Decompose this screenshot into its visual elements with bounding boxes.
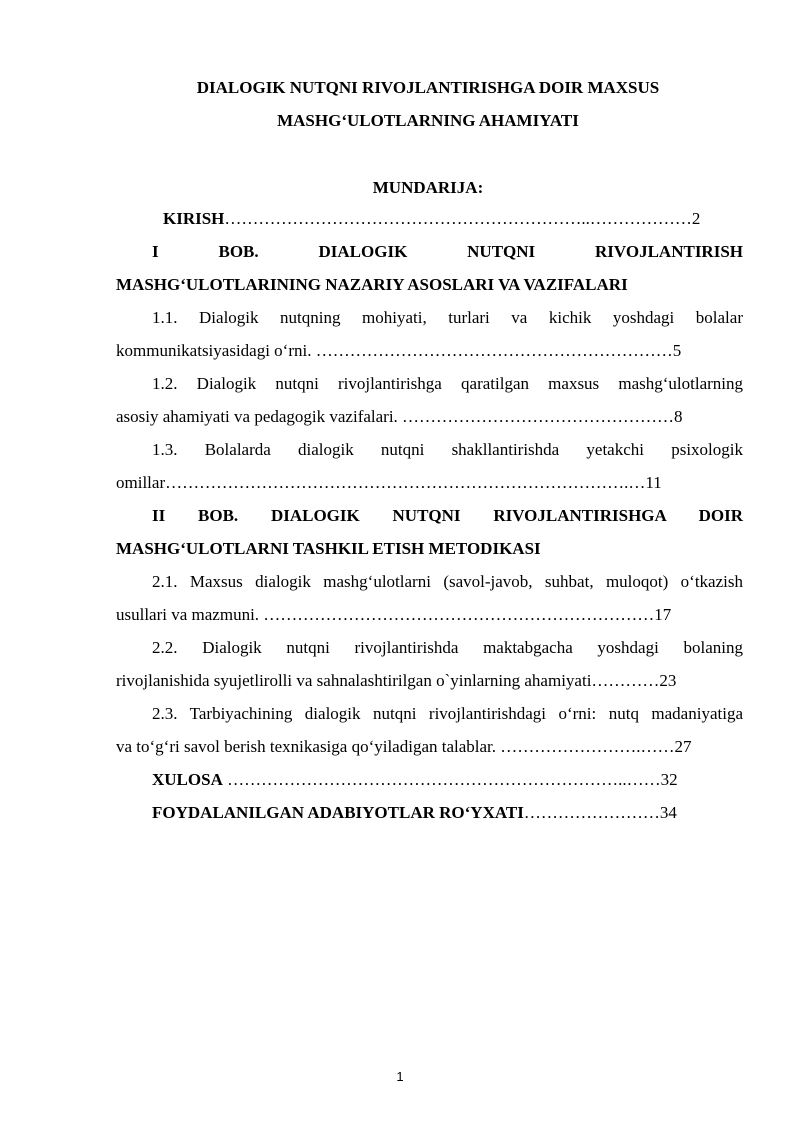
toc-entry-1-1-line-1[interactable]: 1.1. Dialogik nutqning mohiyati, turlari va kichik yoshdagi bolalar — [152, 308, 743, 327]
toc-entry-label: KIRISH — [163, 209, 225, 228]
toc-entry-2-3-line-2[interactable]: va to‘g‘ri savol berish texnikasiga qo‘yiladigan talablar. …………………….……27 — [116, 737, 692, 756]
toc-chapter-word: I — [152, 242, 159, 261]
toc-chapter-word: BOB. — [218, 242, 259, 261]
toc-chapter-word: BOB. — [198, 506, 239, 525]
toc-chapter-1-line-2[interactable]: MASHG‘ULOTLARINING NAZARIY ASOSLARI VA VAZIFALARI — [116, 275, 628, 294]
toc-entry-xulosa[interactable] — [152, 770, 743, 790]
toc-chapter-word: RIVOJLANTIRISHGA — [493, 506, 666, 525]
toc-entry-page: 2 — [691, 209, 701, 228]
toc-chapter-1-line-1[interactable] — [152, 242, 743, 262]
toc-heading: MUNDARIJA: — [372, 178, 484, 197]
toc-entry-1-2-line-1[interactable]: 1.2. Dialogik nutqni rivojlantirishga qaratilgan maxsus mashg‘ulotlarning — [152, 374, 743, 393]
document-title-line-1: DIALOGIK NUTQNI RIVOJLANTIRISHGA DOIR MAXSUS — [196, 78, 660, 97]
toc-entry-1-3-line-2[interactable]: omillar……………………………………………………………………….…11 — [116, 473, 662, 492]
toc-chapter-2-line-1[interactable] — [152, 506, 743, 526]
toc-entry-references[interactable] — [152, 803, 743, 823]
toc-chapter-word: NUTQNI — [392, 506, 461, 525]
toc-entry-2-1-line-1[interactable]: 2.1. Maxsus dialogik mashg‘ulotlarni (savol-javob, suhbat, muloqot) o‘tkazish — [152, 572, 743, 591]
toc-entry-2-2-line-1[interactable]: 2.2. Dialogik nutqni rivojlantirishda maktabgacha yoshdagi bolaning — [152, 638, 743, 657]
toc-chapter-word: II — [152, 506, 166, 525]
toc-entry-leader: ……………………………………………………………..……32 — [222, 770, 678, 789]
toc-entry-1-1-line-2[interactable]: kommunikatsiyasidagi o‘rni. ………………………………………………………5 — [116, 341, 682, 360]
toc-entry-2-2-line-2[interactable]: rivojlanishida syujetlirolli va sahnalashtirilgan o`yinlarning ahamiyati…………23 — [116, 671, 677, 690]
document-title-line-2: MASHG‘ULOTLARNING AHAMIYATI — [277, 111, 579, 130]
toc-entry-1-2-line-2[interactable]: asosiy ahamiyati va pedagogik vazifalari. …………………………………………8 — [116, 407, 683, 426]
toc-chapter-2-line-2[interactable]: MASHG‘ULOTLARNI TASHKIL ETISH METODIKASI — [116, 539, 541, 558]
page-number: 1 — [396, 1069, 404, 1084]
toc-chapter-word: DOIR — [698, 506, 744, 525]
toc-entry-leader: ………………………………………………………..……………… — [224, 209, 692, 228]
toc-entry-1-3-line-1[interactable]: 1.3. Bolalarda dialogik nutqni shakllantirishda yetakchi psixologik — [152, 440, 743, 459]
toc-entry-kirish[interactable] — [163, 209, 743, 229]
toc-entry-label: XULOSA — [152, 770, 223, 789]
toc-chapter-word: DIALOGIK — [270, 506, 360, 525]
toc-entry-2-3-line-1[interactable]: 2.3. Tarbiyachining dialogik nutqni rivojlantirishdagi o‘rni: nutq madaniyatiga — [152, 704, 743, 723]
toc-chapter-word: DIALOGIK — [318, 242, 408, 261]
toc-entry-leader: ……………………34 — [523, 803, 677, 822]
toc-entry-2-1-line-2[interactable]: usullari va mazmuni. ……………………………………………………………17 — [116, 605, 672, 624]
toc-entry-label: FOYDALANILGAN ADABIYOTLAR RO‘YXATI — [152, 803, 524, 822]
toc-chapter-word: NUTQNI — [467, 242, 536, 261]
toc-chapter-word: RIVOJLANTIRISH — [595, 242, 744, 261]
